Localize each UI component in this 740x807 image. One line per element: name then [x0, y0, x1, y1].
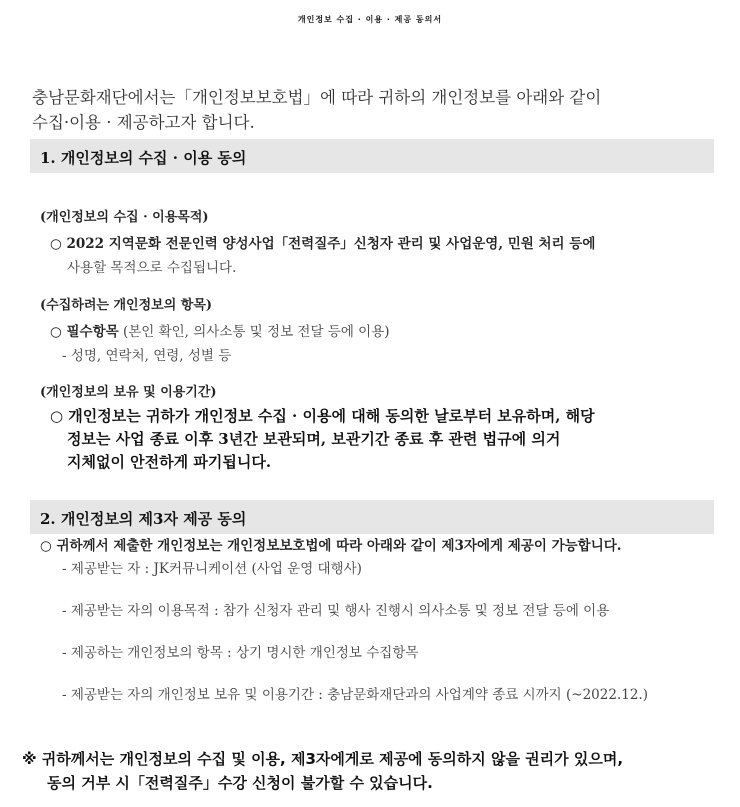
- document-title: 개인정보 수집 · 이용 · 제공 동의서: [297, 15, 443, 24]
- retention-label: (개인정보의 보유 및 이용기간): [40, 385, 217, 400]
- items-required-label: 필수항목: [66, 324, 119, 340]
- footer-line-2: 동의 거부 시「전력질주」수강 신청이 불가할 수 있습니다.: [47, 774, 433, 792]
- section-2-header: [30, 500, 714, 534]
- retention-line-2: 정보는 사업 종료 이후 3년간 보관되며, 보관기간 종료 후 관련 법규에 의거: [67, 430, 561, 448]
- provide-item-recipient: - 제공받는 자 : JK커뮤니케이션 (사업 운영 대행사): [62, 561, 362, 577]
- items-label: (수집하려는 개인정보의 항목): [40, 298, 213, 313]
- section-1-heading: 1. 개인정보의 수집 · 이용 동의: [40, 149, 247, 167]
- section-1-header: [30, 139, 714, 173]
- retention-line-3: 지체없이 안전하게 파기됩니다.: [67, 453, 272, 471]
- items-required-desc: (본인 확인, 의사소통 및 정보 전달 등에 이용): [118, 324, 390, 340]
- section-2-heading: 2. 개인정보의 제3자 제공 동의: [40, 510, 247, 528]
- items-bullet-prefix: ○: [50, 324, 67, 340]
- provide-item-retention: - 제공받는 자의 개인정보 보유 및 이용기간 : 충남문화재단과의 사업계약 종료 시까지 (~2022.12.): [62, 687, 648, 703]
- intro-line-1: 충남문화재단에서는「개인정보보호법」에 따라 귀하의 개인정보를 아래와 같이: [32, 88, 602, 107]
- footer-line-1: ※ 귀하께서는 개인정보의 수집 및 이용, 제3자에게로 제공에 동의하지 않을 권리가 있으며,: [22, 750, 624, 768]
- items-bullet: [50, 320, 390, 340]
- provide-item-fields: - 제공하는 개인정보의 항목 : 상기 명시한 개인정보 수집항목: [62, 645, 419, 661]
- provide-item-purpose: - 제공받는 자의 이용목적 : 참가 신청자 관리 및 행사 진행시 의사소통 및 정보 전달 등에 이용: [62, 603, 610, 619]
- section-2-bullet: ○ 귀하께서 제출한 개인정보는 개인정보보호법에 따라 아래와 같이 제3자에게 제공이 가능합니다.: [40, 538, 622, 554]
- purpose-line-1: ○ 2022 지역문화 전문인력 양성사업「전력질주」신청자 관리 및 사업운영, 민원 처리 등에: [50, 236, 596, 252]
- items-dash: - 성명, 연락처, 연령, 성별 등: [62, 348, 232, 364]
- purpose-line-2: 사용할 목적으로 수집됩니다.: [67, 260, 237, 276]
- intro-line-2: 수집·이용 · 제공하고자 합니다.: [32, 113, 255, 132]
- purpose-label: (개인정보의 수집 · 이용목적): [40, 210, 209, 225]
- retention-line-1: ○ 개인정보는 귀하가 개인정보 수집 · 이용에 대해 동의한 날로부터 보유하며, 해당: [50, 407, 595, 425]
